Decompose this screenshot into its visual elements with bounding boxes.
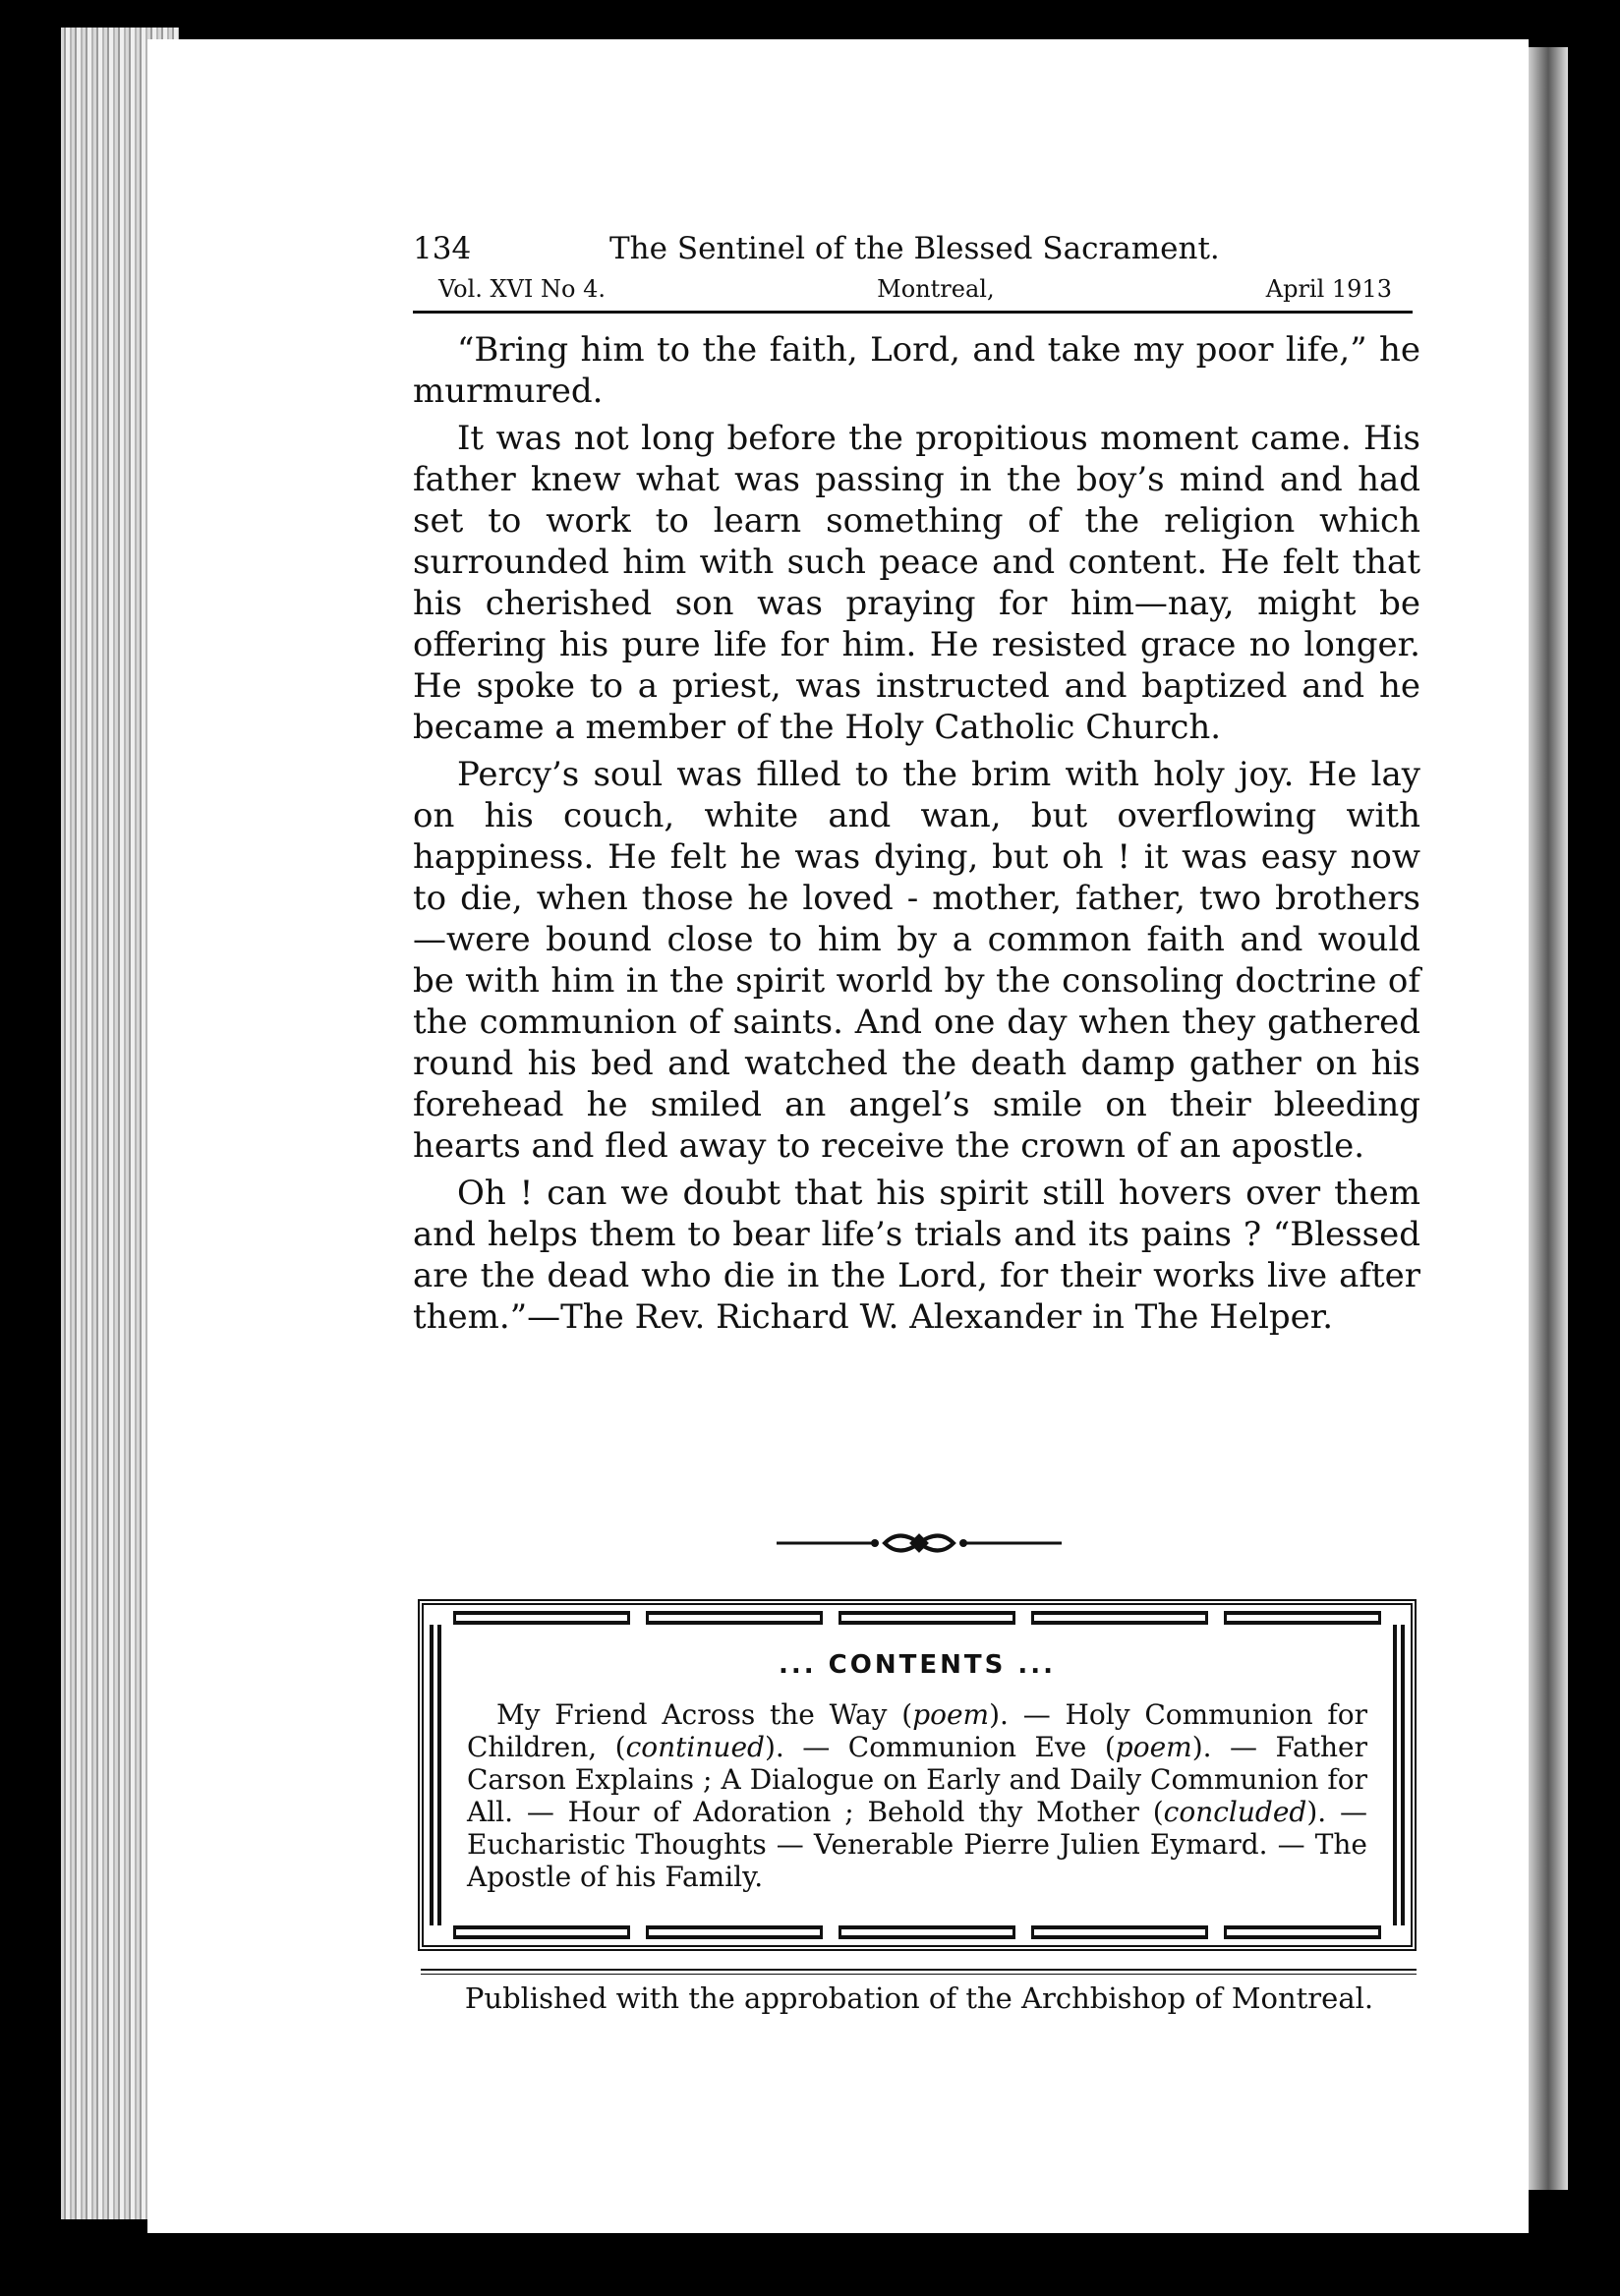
publication-title: The Sentinel of the Blessed Sacrament.: [609, 231, 1220, 266]
contents-item: Communion Eve (poem). —: [847, 1731, 1276, 1763]
contents-item: Eucharistic Thoughts — Venerable Pierre Julien Eymard. — The Apostle of his Family.: [467, 1828, 1367, 1893]
article-body: [413, 329, 1420, 1338]
border-bottom: [453, 1925, 1381, 1939]
contents-heading: ... CONTENTS ...: [778, 1650, 1057, 1680]
dust-speck: [1042, 12, 1052, 18]
border-top: [453, 1611, 1381, 1625]
right-page-edge: [1529, 47, 1568, 2190]
approbation-note: Published with the approbation of the Archbishop of Montreal.: [464, 1981, 1374, 2015]
contents-item: Father Carson Explains ; A Dialogue on Early and Daily Communion for All. — Hour of Adoration ; Behold thy Mother (concluded). —: [467, 1731, 1367, 1828]
footer-rule: [421, 1969, 1417, 1971]
issue-line: [438, 275, 1392, 303]
issue-date: April 1913: [1265, 275, 1392, 303]
page-number: 134: [413, 231, 472, 266]
volume-number: Vol. XVI No 4.: [438, 275, 607, 303]
paragraph: “Bring him to the faith, Lord, and take my poor life,” he murmured.: [413, 330, 1420, 411]
dust-speck: [1455, 8, 1465, 14]
contents-item: Holy Communion for Children, (continued). —: [467, 1698, 1367, 1763]
paragraph: Percy’s soul was filled to the brim with holy joy. He lay on his couch, white and wan, but overflowing with happiness. He felt he was dying, but oh ! it was easy now to die, when those he loved - mother, father, two brothers—were bound close to him by a common faith and would be with him in the spirit world by the consoling doctrine of the communion of saints. And one day when they gathered round his bed and watched the death damp gather on his forehead he smiled an angel’s smile on their bleeding hearts and fled away to receive the crown of an apostle.: [413, 755, 1420, 1166]
paragraph: It was not long before the propitious moment came. His father knew what was passing in the boy’s mind and had set to work to learn something of the religion which surrounded him with such peace and content. He felt that his cherished son was praying for him—nay, might be offering his pure life for him. He resisted grace no longer. He spoke to a priest, was instructed and baptized and he became a member of the Holy Catholic Church.: [413, 419, 1420, 747]
issue-place: Montreal,: [877, 275, 995, 303]
contents-list: [467, 1698, 1367, 1893]
footer-rule: [421, 1974, 1417, 1975]
header-rule: [413, 311, 1413, 314]
paragraph: Oh ! can we doubt that his spirit still hovers over them and helps them to bear life’s trials and its pains ? “Blessed are the dead who die in the Lord, for their works live after them.”—The Rev. Richard W. Alexander in The Helper.: [413, 1174, 1420, 1337]
ornament-divider-icon: [777, 1523, 1062, 1563]
contents-box: [418, 1599, 1417, 1951]
running-header: [413, 231, 1396, 266]
contents-item: My Friend Across the Way (poem). —: [496, 1698, 1066, 1731]
